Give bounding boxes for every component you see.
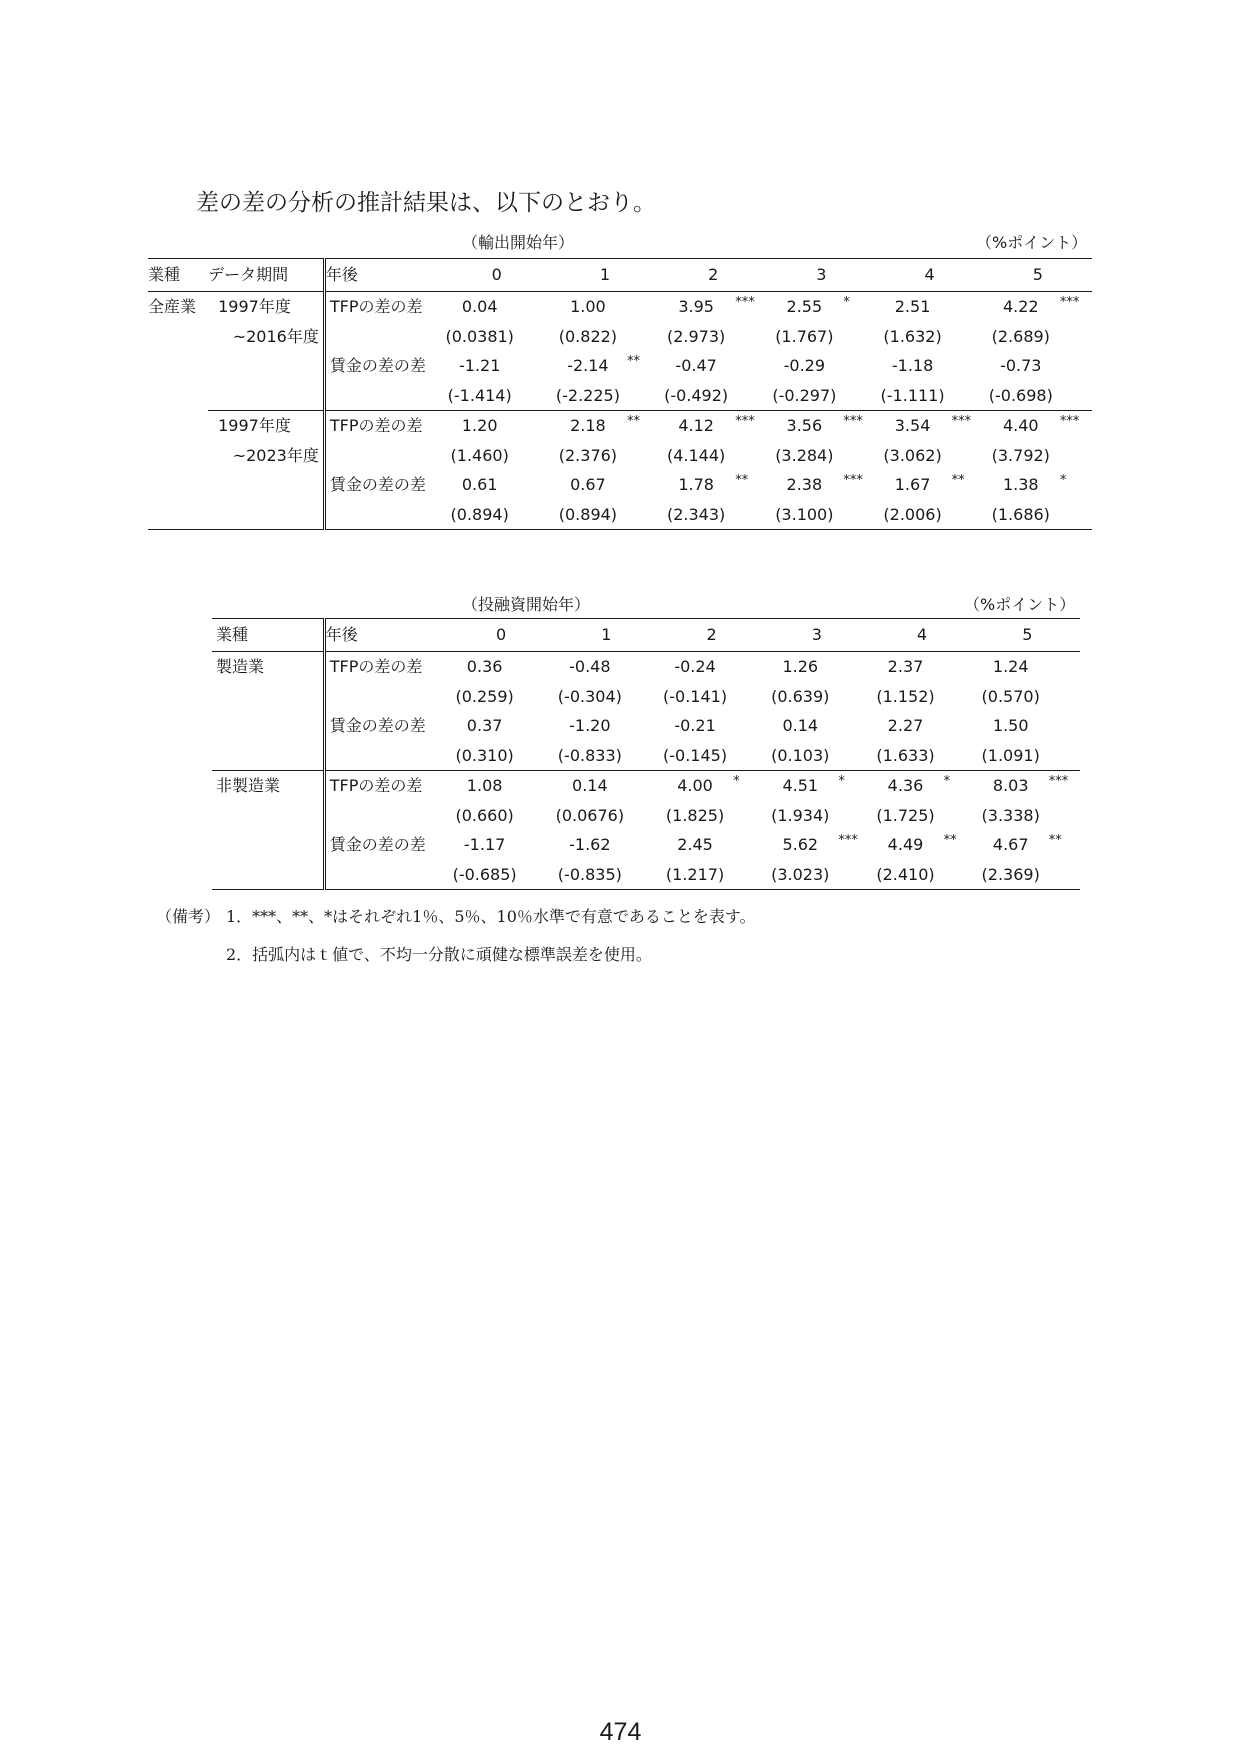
significance-stars <box>942 860 975 890</box>
value-cell: 1.50 <box>992 716 1029 735</box>
value-cell: 0.61 <box>461 475 498 494</box>
stars-text: ** <box>1048 833 1062 848</box>
value-cell: -1.21 <box>458 356 501 375</box>
significance-stars <box>731 771 764 801</box>
significance-stars <box>731 682 764 712</box>
value-cell: (2.376) <box>558 445 618 465</box>
row-label <box>324 860 448 890</box>
significance-stars <box>521 860 554 890</box>
value-cell: (1.633) <box>876 745 935 765</box>
significance-stars <box>625 441 659 471</box>
value-cell: 0.04 <box>461 297 498 316</box>
value-cell: (1.767) <box>775 326 834 346</box>
header-period: データ期間 <box>208 259 324 292</box>
significance-stars <box>836 830 869 860</box>
value-cell: (-0.304) <box>557 686 622 706</box>
significance-stars <box>517 441 551 471</box>
value-cell: -1.62 <box>569 835 611 854</box>
value-cell: (0.0676) <box>555 805 625 825</box>
significance-stars <box>841 441 875 471</box>
table1-unit: （%ポイント） <box>976 233 1088 252</box>
value-cell: -0.73 <box>1000 356 1042 375</box>
table-row <box>212 682 1080 712</box>
period-cell: 1997年度 <box>208 292 324 322</box>
value-cell: (4.144) <box>666 445 726 465</box>
significance-stars <box>836 860 869 890</box>
value-cell: 1.20 <box>443 411 517 441</box>
value-cell: (1.725) <box>876 805 935 825</box>
value-cell: 2.51 <box>894 297 931 316</box>
value-cell: 2.37 <box>887 657 924 676</box>
significance-stars <box>733 381 767 411</box>
notes-prefix: （備考） <box>156 907 221 926</box>
value-cell: (-0.698) <box>988 385 1053 405</box>
value-cell: (3.284) <box>775 445 834 465</box>
table2-unit: （%ポイント） <box>964 595 1076 614</box>
value-cell: 2.38 <box>786 475 823 494</box>
value-cell: (0.0381) <box>445 326 514 346</box>
table2-investment <box>212 618 1080 890</box>
significance-stars <box>625 411 659 441</box>
value-cell: 2.45 <box>677 835 713 854</box>
industry-cell <box>212 860 324 890</box>
value-cell: 0.36 <box>466 657 503 676</box>
value-cell: 1.26 <box>782 657 819 676</box>
significance-stars <box>1047 711 1080 741</box>
value-cell: (1.825) <box>665 805 725 825</box>
value-cell: (-0.297) <box>772 385 837 405</box>
industry-cell <box>212 801 324 831</box>
value-cell: 1.67 <box>894 475 931 494</box>
significance-stars <box>1047 682 1080 712</box>
industry-cell <box>148 441 208 471</box>
value-cell: (3.023) <box>764 860 836 890</box>
significance-stars <box>1058 292 1092 322</box>
row-label: 賃金の差の差 <box>329 356 426 375</box>
header-year-col: 3 <box>764 619 869 652</box>
row-label: 賃金の差の差 <box>329 835 426 854</box>
significance-stars <box>521 711 554 741</box>
stars-text: *** <box>838 833 858 848</box>
industry-cell <box>148 322 208 352</box>
value-cell: (1.091) <box>981 745 1040 765</box>
table1-header-row <box>148 259 1092 292</box>
significance-stars <box>1058 351 1092 381</box>
significance-stars <box>626 741 659 771</box>
value-cell: (2.689) <box>991 326 1050 346</box>
table-row <box>212 830 1080 860</box>
significance-stars <box>625 292 659 322</box>
significance-stars <box>625 500 659 530</box>
table-row <box>148 500 1092 530</box>
significance-stars <box>626 711 659 741</box>
value-cell: (-1.414) <box>447 385 512 405</box>
header-year-col: 1 <box>551 259 659 292</box>
page-number: 474 <box>599 1718 642 1746</box>
stars-text: *** <box>1048 774 1069 789</box>
stars-text: * <box>943 774 951 789</box>
stars-text: * <box>733 774 740 789</box>
significance-stars <box>950 441 984 471</box>
significance-stars <box>1058 441 1092 471</box>
significance-stars <box>836 652 869 682</box>
value-cell: (0.660) <box>455 805 514 825</box>
period-cell <box>208 500 324 530</box>
value-cell: -1.17 <box>463 835 506 854</box>
significance-stars <box>731 711 764 741</box>
row-label: TFPの差の差 <box>329 657 423 676</box>
value-cell: 1.38 <box>1002 475 1039 494</box>
row-label <box>324 441 442 471</box>
significance-stars <box>733 500 767 530</box>
significance-stars <box>950 351 984 381</box>
significance-stars <box>836 741 869 771</box>
value-cell: -0.24 <box>674 657 716 676</box>
stars-text: *** <box>1059 414 1080 429</box>
significance-stars <box>950 411 984 441</box>
significance-stars <box>733 322 767 352</box>
significance-stars <box>1047 741 1080 771</box>
intro-sentence: 差の差の分析の推計結果は、以下のとおり。 <box>196 190 656 216</box>
value-cell: (0.103) <box>771 745 830 765</box>
industry-cell <box>212 711 324 741</box>
significance-stars <box>733 351 767 381</box>
stars-text: * <box>843 295 850 310</box>
stars-text: ** <box>735 473 749 488</box>
significance-stars <box>841 381 875 411</box>
value-cell: 2.18 <box>551 411 625 441</box>
significance-stars <box>836 771 869 801</box>
header-years: 年後 <box>324 619 448 652</box>
value-cell: (0.570) <box>981 686 1040 706</box>
significance-stars <box>517 500 551 530</box>
value-cell: (2.369) <box>975 860 1047 890</box>
significance-stars <box>626 652 659 682</box>
table2-caption: （投融資開始年） <box>462 595 591 614</box>
header-year-col: 4 <box>869 619 974 652</box>
value-cell: 1.24 <box>992 657 1029 676</box>
industry-cell <box>148 351 208 381</box>
stars-text: ** <box>951 473 965 488</box>
significance-stars <box>942 711 975 741</box>
value-cell: 4.22 <box>1002 297 1039 316</box>
value-cell: (0.894) <box>443 500 517 530</box>
value-cell: 5.62 <box>782 835 819 854</box>
table2-header-row <box>212 619 1080 652</box>
value-cell: -1.20 <box>569 716 611 735</box>
significance-stars <box>950 322 984 352</box>
table1-caption: （輸出開始年） <box>462 233 575 252</box>
significance-stars <box>733 411 767 441</box>
value-cell: (-2.225) <box>555 385 620 405</box>
significance-stars <box>731 801 764 831</box>
period-cell: ~2016年度 <box>208 322 324 352</box>
value-cell: 1.00 <box>570 297 606 316</box>
significance-stars <box>626 771 659 801</box>
significance-stars <box>625 351 659 381</box>
value-cell: (-0.835) <box>554 860 626 890</box>
value-cell: 1.78 <box>678 475 714 494</box>
significance-stars <box>733 441 767 471</box>
row-label <box>324 322 442 352</box>
row-label <box>324 381 442 411</box>
value-cell: 0.14 <box>782 716 819 735</box>
value-cell: (-0.685) <box>449 860 521 890</box>
significance-stars <box>950 500 984 530</box>
significance-stars <box>626 801 659 831</box>
table-row <box>148 411 1092 441</box>
significance-stars <box>841 500 875 530</box>
header-year-col: 3 <box>767 259 875 292</box>
value-cell: 3.56 <box>767 411 841 441</box>
significance-stars <box>521 652 554 682</box>
significance-stars <box>1058 381 1092 411</box>
header-years: 年後 <box>324 259 442 292</box>
stars-text: *** <box>843 414 863 429</box>
significance-stars <box>517 381 551 411</box>
period-cell <box>208 351 324 381</box>
value-cell: (-0.145) <box>663 745 728 765</box>
stars-text: *** <box>735 414 755 429</box>
value-cell: (0.894) <box>551 500 625 530</box>
significance-stars <box>942 830 975 860</box>
industry-cell <box>212 741 324 771</box>
significance-stars <box>1058 500 1092 530</box>
header-year-col: 2 <box>659 619 764 652</box>
table1-export <box>148 258 1092 530</box>
significance-stars <box>950 292 984 322</box>
table-row <box>148 351 1092 381</box>
significance-stars <box>517 470 551 500</box>
value-cell: (1.217) <box>659 860 731 890</box>
significance-stars <box>626 830 659 860</box>
significance-stars <box>625 322 659 352</box>
value-cell: -2.14 <box>567 356 609 375</box>
value-cell: (3.100) <box>767 500 841 530</box>
value-cell: 4.49 <box>887 835 924 854</box>
period-cell: 1997年度 <box>208 411 324 441</box>
significance-stars <box>517 351 551 381</box>
table-row <box>148 470 1092 500</box>
industry-cell <box>148 411 208 441</box>
significance-stars <box>841 411 875 441</box>
row-label: TFPの差の差 <box>324 771 448 801</box>
value-cell: (2.343) <box>659 500 733 530</box>
significance-stars <box>836 711 869 741</box>
value-cell: -0.47 <box>675 356 717 375</box>
significance-stars <box>625 470 659 500</box>
significance-stars <box>1058 470 1092 500</box>
significance-stars <box>733 470 767 500</box>
value-cell: 2.27 <box>887 716 924 735</box>
value-cell: 4.40 <box>984 411 1058 441</box>
stars-text: *** <box>1059 295 1080 310</box>
stars-text: ** <box>626 414 640 429</box>
period-cell <box>208 381 324 411</box>
table-row <box>212 801 1080 831</box>
stars-text: * <box>838 774 845 789</box>
value-cell: (3.792) <box>991 445 1050 465</box>
significance-stars <box>731 741 764 771</box>
significance-stars <box>942 771 975 801</box>
row-label <box>324 741 448 771</box>
significance-stars <box>942 682 975 712</box>
table-row <box>212 711 1080 741</box>
value-cell: (0.822) <box>558 326 618 346</box>
stars-text: * <box>1059 473 1067 488</box>
header-industry: 業種 <box>148 259 208 292</box>
significance-stars <box>841 322 875 352</box>
industry-cell <box>212 830 324 860</box>
period-cell: ~2023年度 <box>208 441 324 471</box>
row-label <box>324 801 448 831</box>
value-cell: 0.37 <box>466 716 503 735</box>
row-label: 賃金の差の差 <box>329 475 426 494</box>
table-row <box>212 741 1080 771</box>
value-cell: (0.639) <box>771 686 830 706</box>
value-cell: 1.08 <box>449 771 521 801</box>
value-cell: 8.03 <box>975 771 1047 801</box>
significance-stars <box>625 381 659 411</box>
note-2: 2．括弧内はｔ値で、不均一分散に頑健な標準誤差を使用。 <box>226 945 652 964</box>
industry-cell <box>148 500 208 530</box>
stars-text: *** <box>951 414 972 429</box>
value-cell: (0.310) <box>455 745 514 765</box>
row-label: TFPの差の差 <box>329 297 423 316</box>
significance-stars <box>841 351 875 381</box>
value-cell: 3.95 <box>678 297 714 316</box>
period-cell <box>208 470 324 500</box>
significance-stars <box>731 860 764 890</box>
value-cell: (2.006) <box>875 500 949 530</box>
significance-stars <box>517 411 551 441</box>
value-cell: (1.460) <box>450 445 509 465</box>
significance-stars <box>521 741 554 771</box>
value-cell: 4.36 <box>869 771 941 801</box>
stars-text: ** <box>626 354 640 369</box>
header-year-col: 5 <box>975 619 1080 652</box>
row-label <box>324 500 442 530</box>
value-cell: (1.686) <box>984 500 1058 530</box>
value-cell: (-1.111) <box>880 385 945 405</box>
value-cell: 0.67 <box>570 475 606 494</box>
significance-stars <box>942 741 975 771</box>
industry-cell <box>212 682 324 712</box>
header-year-col: 0 <box>449 619 554 652</box>
significance-stars <box>942 801 975 831</box>
value-cell: -0.48 <box>569 657 611 676</box>
significance-stars <box>731 652 764 682</box>
note-1: 1．***、**、*はそれぞれ1％、5％、10％水準で有意であることを表す。 <box>226 907 756 926</box>
significance-stars <box>1047 771 1080 801</box>
value-cell: (2.410) <box>869 860 941 890</box>
significance-stars <box>836 801 869 831</box>
value-cell: -1.18 <box>891 356 934 375</box>
value-cell: (-0.141) <box>663 686 728 706</box>
significance-stars <box>942 652 975 682</box>
significance-stars <box>1047 830 1080 860</box>
significance-stars <box>1047 860 1080 890</box>
value-cell: (-0.833) <box>557 745 622 765</box>
significance-stars <box>1047 801 1080 831</box>
value-cell: 4.67 <box>992 835 1029 854</box>
significance-stars <box>521 830 554 860</box>
table-row <box>148 441 1092 471</box>
value-cell: 2.55 <box>786 297 823 316</box>
value-cell: -0.21 <box>674 716 716 735</box>
value-cell: 3.54 <box>875 411 949 441</box>
significance-stars <box>521 682 554 712</box>
significance-stars <box>836 682 869 712</box>
header-year-col: 1 <box>554 619 659 652</box>
industry-cell <box>148 470 208 500</box>
significance-stars <box>1058 322 1092 352</box>
header-industry: 業種 <box>212 619 324 652</box>
table-row <box>148 292 1092 322</box>
header-year-col: 2 <box>659 259 767 292</box>
industry-cell: 製造業 <box>212 652 324 682</box>
significance-stars <box>731 830 764 860</box>
value-cell: (0.259) <box>455 686 514 706</box>
table-row <box>148 381 1092 411</box>
value-cell: -0.29 <box>783 356 826 375</box>
value-cell: (3.338) <box>981 805 1040 825</box>
value-cell: (2.973) <box>666 326 726 346</box>
significance-stars <box>1047 652 1080 682</box>
table-row <box>212 652 1080 682</box>
header-year-col: 5 <box>984 259 1092 292</box>
row-label: TFPの差の差 <box>324 411 442 441</box>
value-cell: (1.934) <box>771 805 830 825</box>
table-row <box>148 322 1092 352</box>
value-cell: (-0.492) <box>664 385 729 405</box>
value-cell: 0.14 <box>554 771 626 801</box>
stars-text: *** <box>843 473 863 488</box>
value-cell: 4.12 <box>659 411 733 441</box>
significance-stars <box>521 771 554 801</box>
significance-stars <box>733 292 767 322</box>
significance-stars <box>521 801 554 831</box>
row-label: 賃金の差の差 <box>329 716 426 735</box>
significance-stars <box>626 860 659 890</box>
significance-stars <box>950 381 984 411</box>
value-cell: (1.632) <box>883 326 942 346</box>
table-row <box>212 860 1080 890</box>
header-year-col: 0 <box>443 259 551 292</box>
significance-stars <box>517 322 551 352</box>
significance-stars <box>841 292 875 322</box>
header-year-col: 4 <box>875 259 983 292</box>
value-cell: 4.51 <box>764 771 836 801</box>
value-cell: 4.00 <box>659 771 731 801</box>
stars-text: ** <box>943 833 957 848</box>
table-row <box>212 771 1080 801</box>
significance-stars <box>1058 411 1092 441</box>
significance-stars <box>626 682 659 712</box>
row-label <box>324 682 448 712</box>
value-cell: (1.152) <box>876 686 935 706</box>
industry-cell: 全産業 <box>148 297 197 316</box>
industry-cell <box>148 381 208 411</box>
stars-text: *** <box>735 295 755 310</box>
significance-stars <box>517 292 551 322</box>
industry-cell: 非製造業 <box>212 771 324 801</box>
value-cell: (3.062) <box>883 445 942 465</box>
significance-stars <box>841 470 875 500</box>
significance-stars <box>950 470 984 500</box>
